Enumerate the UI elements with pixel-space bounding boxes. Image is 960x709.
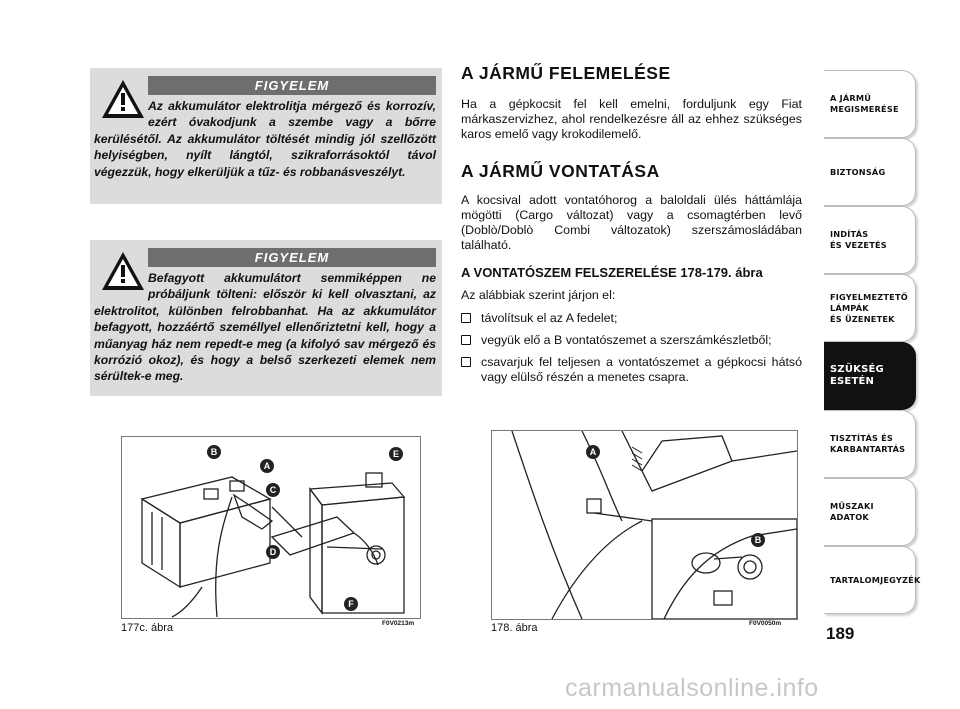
tab-contents[interactable]: TARTALOMJEGYZÉK [824,546,916,614]
section-title-lifting: A JÁRMŰ FELEMELÉSE [461,63,671,83]
tab-start-driving[interactable]: INDÍTÁS ÉS VEZETÉS [824,206,916,274]
checkbox-bullet-icon [461,357,471,367]
figure-code: F0V0213m [382,620,415,627]
checkbox-bullet-icon [461,335,471,345]
callout-b: B [751,533,765,547]
lifting-paragraph: Ha a gépkocsit fel kell emelni, forduljunk egy Fiat márkaszervizhez, ahol rendelkezésre áll az ehhez szükséges karos emelő vagy krokodilemelő. [461,97,802,141]
tab-maintenance[interactable]: TISZTÍTÁS ÉS KARBANTARTÁS [824,410,916,478]
callout-a: A [586,445,600,459]
main-text-column [461,63,802,392]
callout-c: C [266,483,280,497]
figure-caption: 178. ábra [491,622,538,634]
section-title-towing: A JÁRMŰ VONTATÁSA [461,161,660,181]
steps-intro: Az alábbiak szerint járjon el: [461,288,616,302]
tab-vehicle-intro[interactable]: A JÁRMŰ MEGISMERÉSE [824,70,916,138]
figure-battery [121,436,421,619]
warning-box-1 [90,68,442,204]
warning-box-2 [90,240,442,396]
list-item: vegyük elő a B vontatószemet a szerszámkészletből; [461,333,802,348]
warning-heading: FIGYELEM [148,248,436,267]
towing-paragraph: A kocsival adott vontatóhorog a baloldali ülés háttámlája mögötti (Cargo változat) vagy a csomagtérben levő (Doblò/Doblò Combi változatok) szerszámosládában található. [461,193,802,252]
warning-heading: FIGYELEM [148,76,436,95]
callout-a: A [260,459,274,473]
steps-list [461,311,802,385]
callout-f: F [344,597,358,611]
tab-warning-lights[interactable]: FIGYELMEZTETŐ LÁMPÁK ÉS ÜZENETEK [824,274,916,342]
towing-eye-subtitle: A VONTATÓSZEM FELSZERELÉSE 178-179. ábra [461,265,763,280]
warning-text: Az akkumulátor elektrolitja mérgező és korrozív, ezért óvakodjunk a szembe vagy a bőrre kerülésétől. Az akkumulátor töltését mindig jól szellőzött helyiségben, nyílt lángtól, szikraforrásoktól távol végezzük, hogy elkerüljük a tűz- és robbanásveszélyt. [94,99,436,179]
callout-b: B [207,445,221,459]
towing-eye-illustration [492,431,797,619]
tab-emergency[interactable]: SZÜKSÉG ESETÉN [824,342,916,410]
figure-towing-eye [491,430,798,620]
checkbox-bullet-icon [461,313,471,323]
list-item: csavarjuk fel teljesen a vontatószemet a gépkocsi hátsó vagy elülső részén a menetes csapra. [461,355,802,385]
list-item: távolítsuk el az A fedelet; [461,311,802,326]
tab-technical-data[interactable]: MŰSZAKI ADATOK [824,478,916,546]
tab-safety[interactable]: BIZTONSÁG [824,138,916,206]
page-number: 189 [826,624,855,643]
figure-caption: 177c. ábra [121,622,173,634]
watermark: carmanualsonline.info [565,674,819,702]
figure-code: F0V0050m [749,620,782,627]
callout-e: E [389,447,403,461]
warning-text: Befagyott akkumulátort semmiképpen ne próbáljunk tölteni: először ki kell olvasztani, az elektrolitot, különben felrobbanhat. Ha az akkumulátor befagyott, hozzáértő személlyel ellenőriztetni kell, hogy a műanyag ház nem repedt-e meg (a kifolyó sav mérgező és korrózió okoz), és hogy a belső szerkezeti elemek nem sérültek-e meg. [94,271,436,384]
callout-d: D [266,545,280,559]
